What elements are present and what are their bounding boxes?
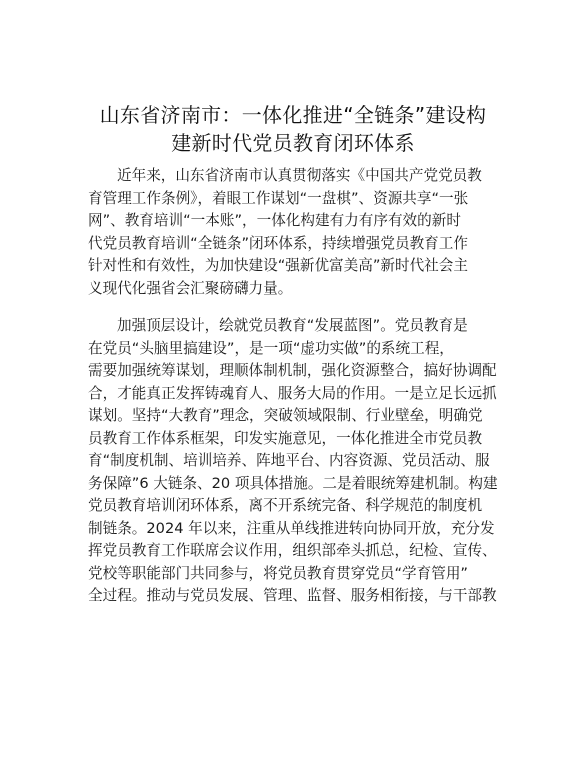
text-line: 义现代化强省会汇聚磅礴力量。: [88, 279, 293, 297]
text-line: 育管理工作条例》，着眼工作谋划“一盘棋”、资源共享“一张: [88, 189, 469, 207]
text-line: 务保障”6 大链条、20 项具体措施。二是着眼统筹建机制。构建: [88, 474, 498, 492]
text-line: 全过程。推动与党员发展、管理、监督、服务相衔接，与干部教: [88, 587, 497, 604]
text-line: 针对性和有效性，为加快建设“强新优富美高”新时代社会主: [88, 257, 468, 274]
text-line: 育“制度机制、培训培养、阵地平台、内容资源、党员活动、服: [88, 452, 490, 469]
title-line: 山东省济南市：一体化推进“全链条”建设构: [99, 103, 487, 127]
text-line: 党校等职能部门共同参与，将党员教育贯穿党员“学育管用”: [88, 564, 468, 582]
text-line: 挥党员教育工作联席会议作用，组织部牵头抓总，纪检、宣传、: [88, 542, 497, 559]
text-line: 加强顶层设计，绘就党员教育“发展蓝图”。党员教育是: [117, 317, 468, 334]
text-line: 谋划。坚持“大教育”理念，突破领域限制、行业壁垒，明确党: [88, 407, 483, 424]
document-title: [60, 101, 526, 157]
text-line: 员教育工作体系框架，印发实施意见，一体化推进全市党员教: [88, 429, 483, 447]
article-body: [88, 165, 498, 608]
text-line: 合，才能真正发挥铸魂育人、服务大局的作用。一是立足长远抓: [88, 384, 497, 402]
paragraph-top-level-design: [88, 315, 498, 608]
text-line: 党员教育培训闭环体系，离不开系统完备、科学规范的制度机: [88, 497, 483, 514]
text-line: 在党员“头脑里搞建设”，是一项“虚功实做”的系统工程，: [88, 339, 454, 357]
title-line: 建新时代党员教育闭环体系: [171, 131, 415, 155]
text-line: 代党员教育培训“全链条”闭环体系，持续增强党员教育工作: [88, 234, 468, 252]
text-line: 需要加强统筹谋划，理顺体制机制，强化资源整合，搞好协调配: [88, 362, 497, 379]
text-line: 近年来，山东省济南市认真贯彻落实《中国共产党党员教: [117, 167, 482, 184]
text-line: 制链条。2024 年以来，注重从单线推进转向协同开放，充分发: [88, 519, 495, 537]
paragraph-intro: [88, 165, 498, 300]
text-line: 网”、教育培训“一本账”，一体化构建有力有序有效的新时: [88, 212, 461, 229]
